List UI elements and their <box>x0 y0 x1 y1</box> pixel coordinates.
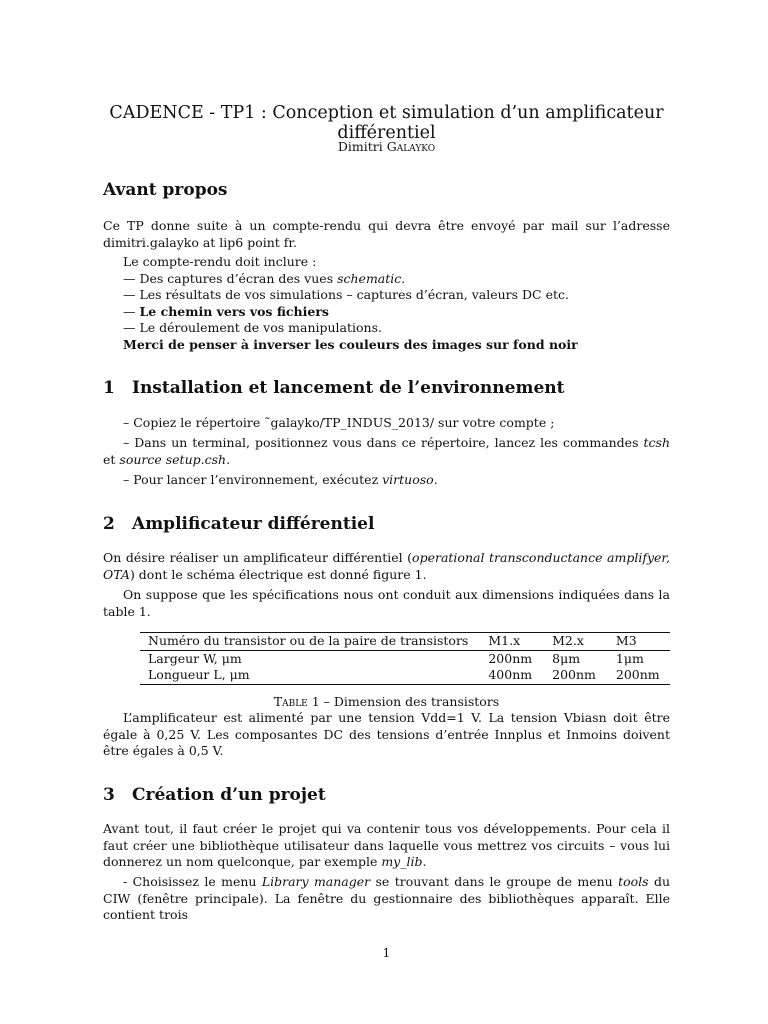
document-title: CADENCE - TP1 : Conception et simulation d’un amplificateur différentiel <box>109 103 664 143</box>
table-row: Longueur L, μm 400nm 200nm 200nm <box>140 667 670 684</box>
table-caption: Table 1 – Dimension des transistors <box>273 694 500 709</box>
section1-line1: – Copiez le répertoire ˜galayko/TP_INDUS_2013/ sur votre compte ; <box>123 415 555 430</box>
heading-section-3: 3 Création d’un projet <box>103 785 326 805</box>
section1-line3: – Pour lancer l’environnement, exécutez virtuoso. <box>123 472 438 487</box>
author-first-name: Dimitri <box>337 139 383 154</box>
deliverables-list <box>123 254 578 353</box>
section2-para2: On suppose que les spécifications nous ont conduit aux dimensions indiquées dans la table 1. <box>103 587 670 619</box>
section1-line2: – Dans un terminal, positionnez vous dans ce répertoire, lancez les commandes tcsh et source setup.csh. <box>103 435 670 467</box>
list-intro: Le compte-rendu doit inclure : <box>123 254 317 269</box>
author-last-name: Galayko <box>386 139 436 154</box>
page-number: 1 <box>382 946 391 960</box>
heading-section-1: 1 Installation et lancement de l’environnement <box>103 378 565 398</box>
heading-avant-propos: Avant propos <box>103 180 228 200</box>
transistor-table <box>140 632 670 685</box>
table-header-row: Numéro du transistor ou de la paire de transistors M1.x M2.x M3 <box>140 633 670 651</box>
avant-propos-intro: Ce TP donne suite à un compte-rendu qui devra être envoyé par mail sur l’adresse dimitri.galayko at lip6 point fr. <box>103 218 670 250</box>
document-author <box>103 139 670 156</box>
list-item: — Le chemin vers vos fichiers <box>123 303 329 319</box>
closing-note: Merci de penser à inverser les couleurs des images sur fond noir <box>123 336 578 352</box>
section3-para2: - Choisissez le menu Library manager se trouvant dans le groupe de menu tools du CIW (fenêtre principale). La fenêtre du gestionnaire des bibliothèques apparaît. Elle contient trois <box>103 874 671 922</box>
section3-para1: Avant tout, il faut créer le projet qui va contenir tous vos développements. Pour cela il faut créer une bibliothèque utilisateur dans laquelle vous mettrez vos circuits – vous lui donnerez un nom quelconque, par exemple my_lib. <box>103 821 670 869</box>
list-item: — Le déroulement de vos manipulations. <box>123 320 382 335</box>
section2-para3: L’amplificateur est alimenté par une tension Vdd=1 V. La tension Vbiasn doit être égale à 0,25 V. Les composantes DC des tensions d’entrée Innplus et Inmoins doivent être égales à 0,5 V. <box>103 710 670 758</box>
list-item: — Les résultats de vos simulations – captures d’écran, valeurs DC etc. <box>123 287 569 302</box>
section2-para1: On désire réaliser un amplificateur différentiel (operational transconductance amplifyer, OTA) dont le schéma électrique est donné figure 1. <box>103 550 670 582</box>
table-row: Largeur W, μm 200nm 8μm 1μm <box>140 650 670 667</box>
heading-section-2: 2 Amplificateur différentiel <box>103 514 375 534</box>
list-item: — Des captures d’écran des vues schematic. <box>123 270 406 286</box>
